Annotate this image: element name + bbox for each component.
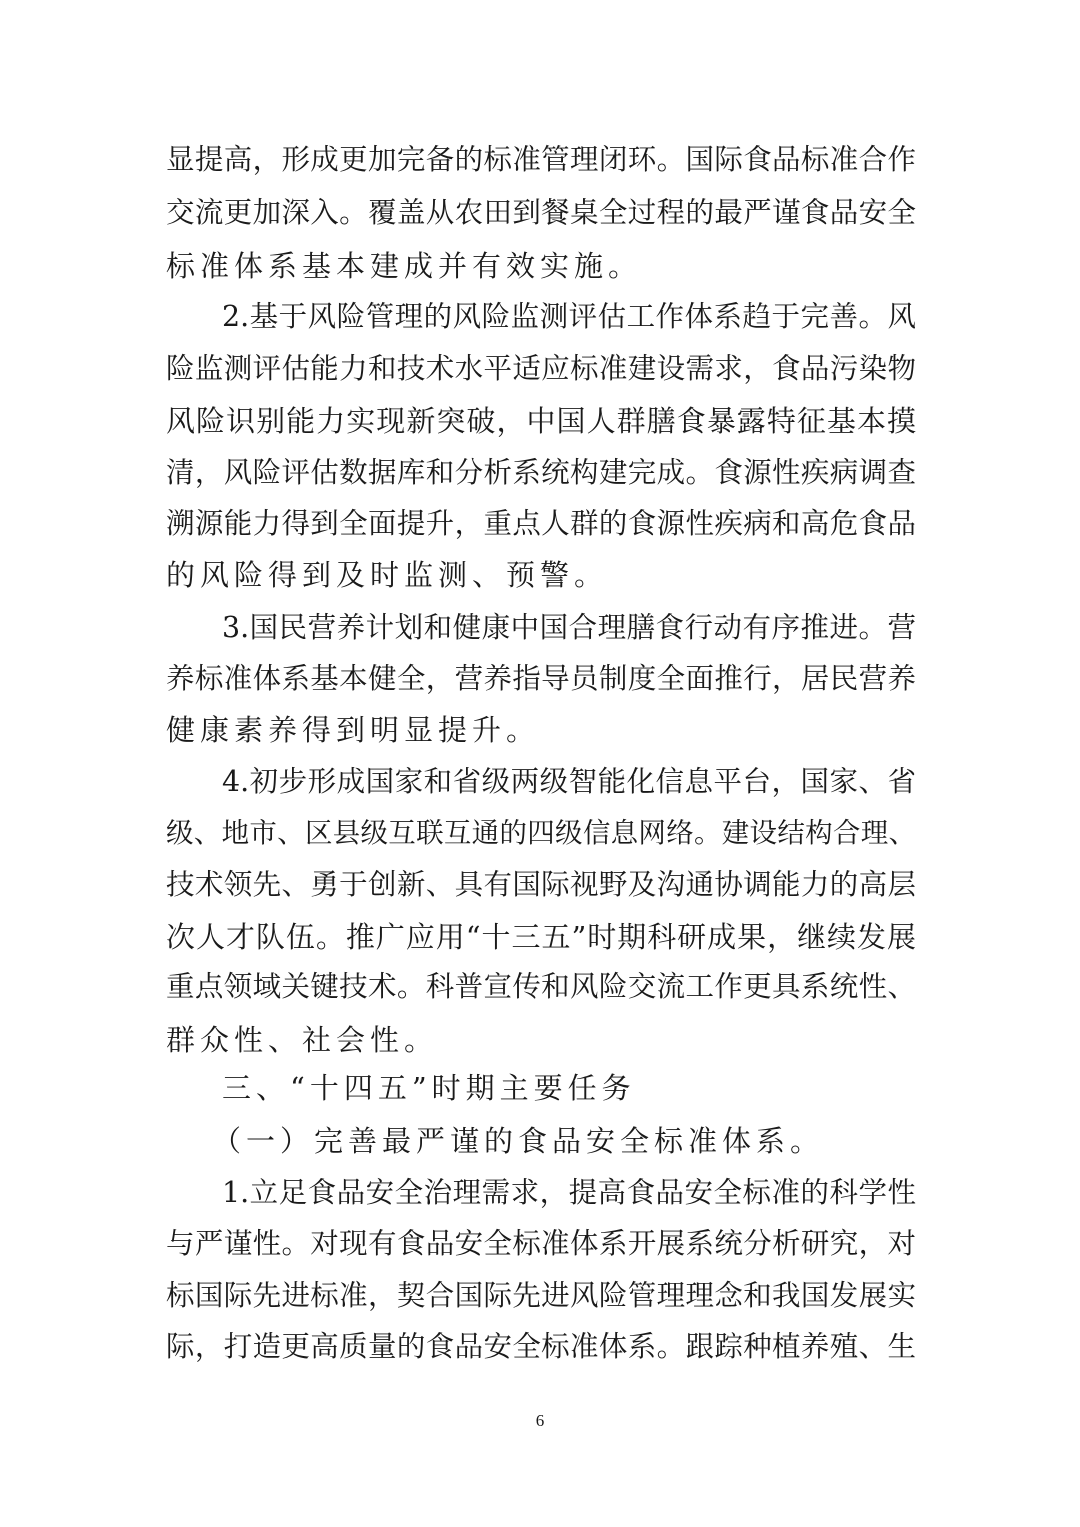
text-line: 际，打造更高质量的食品安全标准体系。跟踪种植养殖、生 [166,1330,916,1363]
text-line: 4.初步形成国家和省级两级智能化信息平台，国家、省 [222,765,916,798]
text-line: 与严谨性。对现有食品安全标准体系开展系统分析研究，对 [166,1227,916,1260]
text-line: 溯源能力得到全面提升，重点人群的食源性疾病和高危食品 [166,507,916,540]
text-line: 级、地市、区县级互联互通的四级信息网络。建设结构合理、 [166,817,916,849]
text-line: 2.基于风险管理的风险监测评估工作体系趋于完善。风 [222,300,916,333]
text-line: 健康素养得到明显提升。 [166,713,541,747]
text-line: 标国际先进标准，契合国际先进风险管理理念和我国发展实 [166,1279,916,1312]
text-line: 显提高，形成更加完备的标准管理闭环。国际食品标准合作 [166,143,916,176]
text-line: 技术领先、勇于创新、具有国际视野及沟通协调能力的高层 [166,868,916,901]
text-line: 风险识别能力实现新突破，中国人群膳食暴露特征基本摸 [166,404,916,438]
page-number: 6 [535,1411,545,1430]
section-heading: 三、“十四五”时期主要任务 [222,1071,636,1105]
text-line: 群众性、社会性。 [166,1023,439,1057]
text-line: 交流更加深入。覆盖从农田到餐桌全过程的最严谨食品安全 [166,196,916,229]
text-line: 清，风险评估数据库和分析系统构建完成。食源性疾病调查 [166,456,916,489]
text-line: 3.国民营养计划和健康中国合理膳食行动有序推进。营 [222,611,916,644]
text-line: 次人才队伍。推广应用“十三五”时期科研成果，继续发展 [166,920,916,954]
text-line: 1.立足食品安全治理需求，提高食品安全标准的科学性 [222,1176,916,1209]
text-line: 养标准体系基本健全，营养指导员制度全面推行，居民营养 [166,662,916,695]
text-line: 险监测评估能力和技术水平适应标准建设需求，食品污染物 [166,352,916,385]
text-line: 的风险得到及时监测、预警。 [166,558,609,592]
subsection-heading: （一）完善最严谨的食品安全标准体系。 [212,1124,825,1158]
text-line: 标准体系基本建成并有效实施。 [166,249,643,283]
text-line: 重点领域关键技术。科普宣传和风险交流工作更具系统性、 [166,970,916,1003]
